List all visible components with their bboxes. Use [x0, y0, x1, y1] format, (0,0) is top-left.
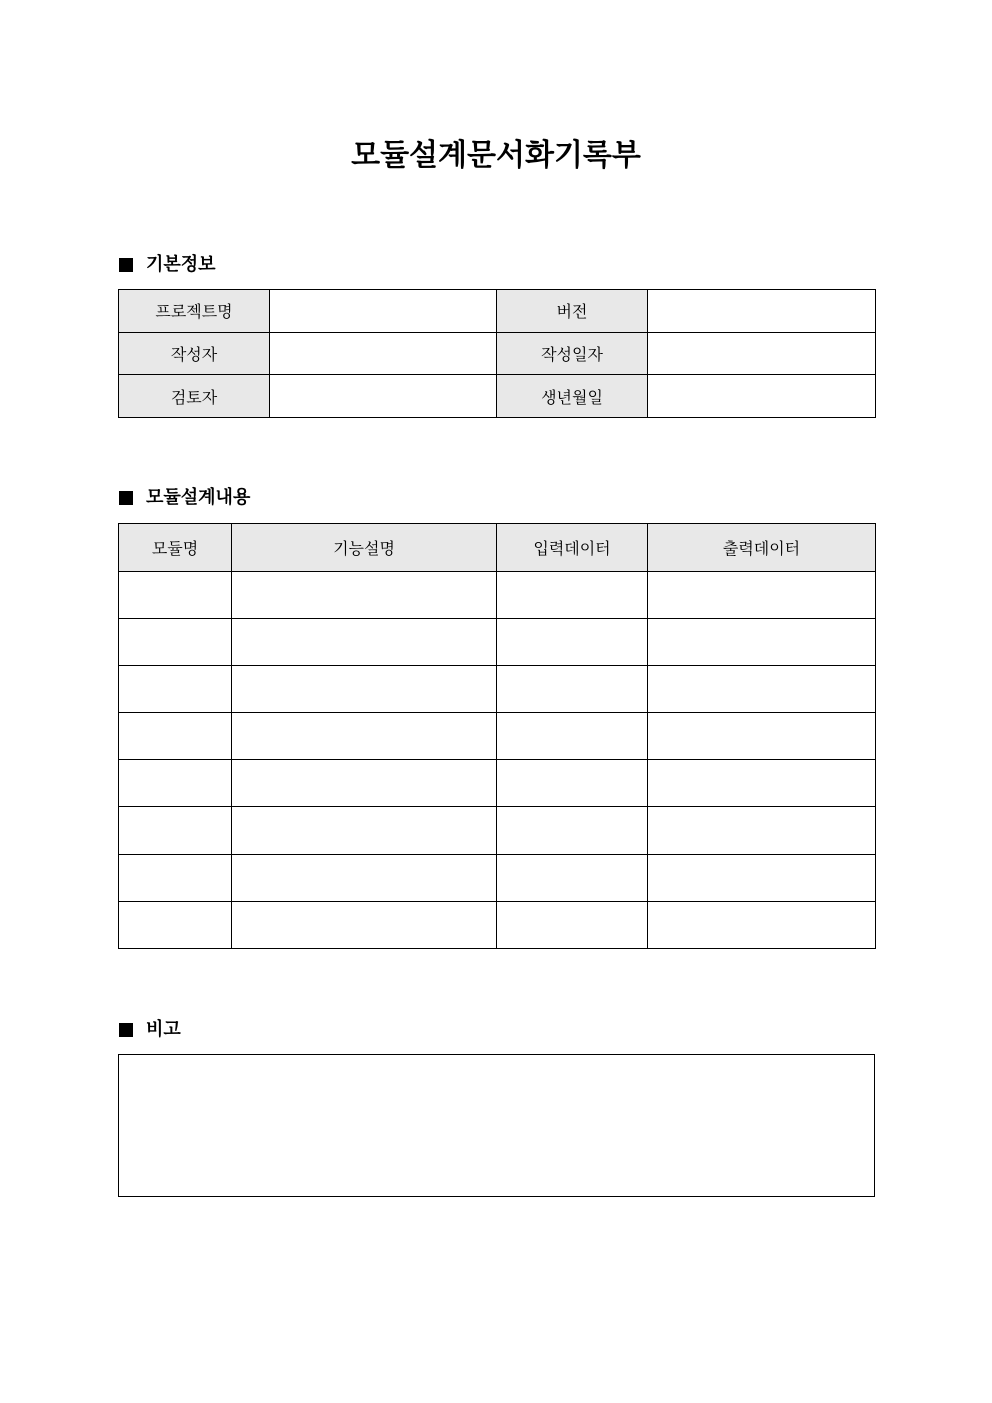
table-row	[119, 572, 876, 619]
function-description-cell[interactable]	[232, 854, 497, 901]
table-row	[119, 713, 876, 760]
function-description-cell[interactable]	[232, 901, 497, 948]
output-data-cell[interactable]	[648, 572, 876, 619]
section-heading-remarks	[119, 1018, 181, 1042]
module-name-cell[interactable]	[119, 760, 232, 807]
author-label: 작성자	[119, 332, 270, 375]
reviewer-field[interactable]	[270, 375, 497, 418]
document-title: 모듈설계문서화기록부	[351, 138, 641, 173]
function-description-cell[interactable]	[232, 619, 497, 666]
square-bullet-icon	[119, 1023, 133, 1037]
square-bullet-icon	[119, 258, 133, 272]
module-name-cell[interactable]	[119, 713, 232, 760]
module-name-cell[interactable]	[119, 901, 232, 948]
basic-info-table	[118, 289, 876, 418]
input-data-cell[interactable]	[497, 572, 648, 619]
date-written-label: 작성일자	[497, 332, 648, 375]
version-label: 버전	[497, 290, 648, 333]
section-heading-basic-info	[119, 253, 216, 277]
function-description-cell[interactable]	[232, 572, 497, 619]
author-field[interactable]	[270, 332, 497, 375]
project-name-label: 프로젝트명	[119, 290, 270, 333]
input-data-cell[interactable]	[497, 666, 648, 713]
output-data-cell[interactable]	[648, 760, 876, 807]
module-name-cell[interactable]	[119, 619, 232, 666]
birth-date-label: 생년월일	[497, 375, 648, 418]
table-row	[119, 666, 876, 713]
table-row	[119, 619, 876, 666]
output-data-cell[interactable]	[648, 901, 876, 948]
input-data-cell[interactable]	[497, 619, 648, 666]
section-title: 비고	[146, 1019, 181, 1040]
function-description-cell[interactable]	[232, 807, 497, 854]
module-name-cell[interactable]	[119, 666, 232, 713]
table-row	[119, 290, 876, 333]
column-header-function-description: 기능설명	[232, 524, 497, 572]
module-design-table	[118, 523, 876, 949]
reviewer-label: 검토자	[119, 375, 270, 418]
section-title: 모듈설계내용	[146, 487, 251, 508]
output-data-cell[interactable]	[648, 807, 876, 854]
input-data-cell[interactable]	[497, 713, 648, 760]
output-data-cell[interactable]	[648, 713, 876, 760]
function-description-cell[interactable]	[232, 760, 497, 807]
section-heading-module-design	[119, 486, 250, 510]
module-name-cell[interactable]	[119, 572, 232, 619]
module-name-cell[interactable]	[119, 807, 232, 854]
table-row	[119, 901, 876, 948]
output-data-cell[interactable]	[648, 666, 876, 713]
section-title: 기본정보	[146, 254, 216, 275]
remarks-field[interactable]	[118, 1054, 875, 1197]
table-header-row	[119, 524, 876, 572]
function-description-cell[interactable]	[232, 666, 497, 713]
input-data-cell[interactable]	[497, 760, 648, 807]
table-row	[119, 332, 876, 375]
output-data-cell[interactable]	[648, 619, 876, 666]
birth-date-field[interactable]	[648, 375, 876, 418]
input-data-cell[interactable]	[497, 901, 648, 948]
function-description-cell[interactable]	[232, 713, 497, 760]
module-name-cell[interactable]	[119, 854, 232, 901]
table-row	[119, 760, 876, 807]
version-field[interactable]	[648, 290, 876, 333]
square-bullet-icon	[119, 491, 133, 505]
output-data-cell[interactable]	[648, 854, 876, 901]
table-row	[119, 807, 876, 854]
input-data-cell[interactable]	[497, 854, 648, 901]
input-data-cell[interactable]	[497, 807, 648, 854]
column-header-output-data: 출력데이터	[648, 524, 876, 572]
table-row	[119, 854, 876, 901]
date-written-field[interactable]	[648, 332, 876, 375]
column-header-module-name: 모듈명	[119, 524, 232, 572]
column-header-input-data: 입력데이터	[497, 524, 648, 572]
table-row	[119, 375, 876, 418]
project-name-field[interactable]	[270, 290, 497, 333]
